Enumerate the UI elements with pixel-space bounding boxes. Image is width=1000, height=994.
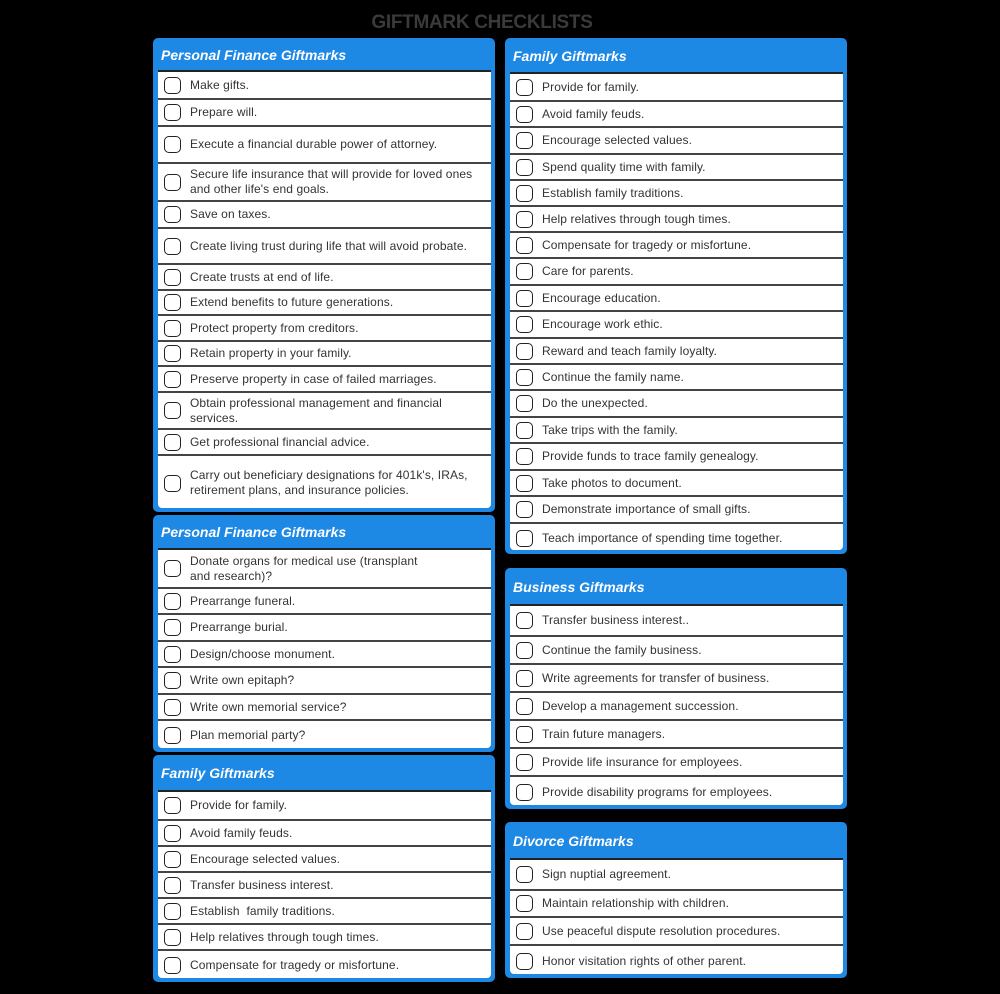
item-label: Execute a financial durable power of attorney. <box>190 137 438 151</box>
panel-heading: Personal Finance Giftmarks <box>161 46 347 63</box>
checklist <box>158 548 491 748</box>
checklist-item[interactable] <box>510 497 843 524</box>
checkbox[interactable] <box>516 106 533 123</box>
item-label: Protect property from creditors. <box>190 320 359 335</box>
checklist-item[interactable] <box>158 668 491 695</box>
checkbox[interactable] <box>516 263 533 280</box>
checklist-item[interactable] <box>510 891 843 918</box>
checklist-item[interactable] <box>510 918 843 946</box>
checklist-item[interactable] <box>510 391 843 418</box>
checkbox[interactable] <box>164 929 181 946</box>
item-label: Spend quality time with family. <box>542 159 706 174</box>
item-label: Provide life insurance for employees. <box>542 754 743 769</box>
checkbox[interactable] <box>164 294 181 311</box>
checkbox[interactable] <box>164 699 181 716</box>
item-label: Honor visitation rights of other parent. <box>542 953 747 968</box>
item-label: Get professional financial advice. <box>190 434 370 449</box>
checklist-item[interactable] <box>510 749 843 777</box>
checklist-item[interactable] <box>158 393 491 430</box>
checklist-item[interactable] <box>158 873 491 899</box>
checklist-item[interactable] <box>510 339 843 365</box>
checkbox[interactable] <box>516 726 533 743</box>
checklist-item[interactable] <box>158 456 491 510</box>
checklist-item[interactable] <box>510 777 843 807</box>
checklist-item[interactable] <box>510 665 843 693</box>
item-label: Prearrange burial. <box>190 620 288 634</box>
checkbox[interactable] <box>516 159 533 176</box>
item-label: Encourage education. <box>542 290 661 305</box>
checklist-item[interactable] <box>158 792 491 821</box>
checkbox[interactable] <box>164 727 181 744</box>
checklist-item[interactable] <box>158 550 491 589</box>
item-label: Extend benefits to future generations. <box>190 295 394 309</box>
item-label: Help relatives through tough times. <box>542 211 731 226</box>
item-label: Design/choose monument. <box>190 646 336 661</box>
checklist-item[interactable] <box>510 207 843 233</box>
item-label: Avoid family feuds. <box>542 106 645 121</box>
item-label: Provide for family. <box>190 798 288 812</box>
checklist-item[interactable] <box>158 202 491 229</box>
item-label: Take trips with the family. <box>542 422 678 437</box>
checklist-item[interactable] <box>158 821 491 847</box>
item-label: Maintain relationship with children. <box>542 896 730 910</box>
checklist-item[interactable] <box>510 259 843 286</box>
checkbox[interactable] <box>164 903 181 920</box>
panel-heading: Business Giftmarks <box>513 578 645 595</box>
checklist <box>510 858 843 974</box>
item-label: Develop a management succession. <box>542 698 739 713</box>
checkbox[interactable] <box>164 269 181 286</box>
item-label: Write own epitaph? <box>190 673 295 687</box>
checkbox[interactable] <box>516 422 533 439</box>
checkbox[interactable] <box>516 185 533 202</box>
checklist-item[interactable] <box>158 847 491 873</box>
checklist <box>510 72 843 550</box>
checklist-item[interactable] <box>510 233 843 259</box>
checklist-item[interactable] <box>158 72 491 100</box>
item-label: Train future managers. <box>542 726 666 741</box>
checklist-item[interactable] <box>158 615 491 642</box>
checklist-item[interactable] <box>510 365 843 391</box>
item-label: Encourage work ethic. <box>542 317 663 331</box>
checkbox[interactable] <box>516 866 533 883</box>
checklist-item[interactable] <box>158 316 491 342</box>
checkbox[interactable] <box>164 475 181 492</box>
checkbox[interactable] <box>164 77 181 94</box>
checklist-item[interactable] <box>510 606 843 637</box>
checkbox[interactable] <box>516 475 533 492</box>
checklist-item[interactable] <box>510 471 843 497</box>
checkbox[interactable] <box>164 672 181 689</box>
checkbox[interactable] <box>516 895 533 912</box>
panel-business <box>505 568 847 809</box>
checklist-item[interactable] <box>158 642 491 668</box>
checklist-item[interactable] <box>510 286 843 312</box>
item-label: Teach importance of spending time together. <box>542 530 783 545</box>
checkbox[interactable] <box>164 593 181 610</box>
checkbox[interactable] <box>164 136 181 153</box>
checkbox[interactable] <box>164 560 181 577</box>
checkbox[interactable] <box>516 530 533 547</box>
item-label: Establish family traditions. <box>190 903 335 918</box>
checkbox[interactable] <box>164 646 181 663</box>
checkbox[interactable] <box>164 206 181 223</box>
item-label: Secure life insurance that will provide for loved ones and other life's end goals. <box>190 167 476 196</box>
checkbox[interactable] <box>516 369 533 386</box>
checklist-item[interactable] <box>158 100 491 127</box>
item-label: Care for parents. <box>542 264 634 278</box>
checklist-item[interactable] <box>158 951 491 980</box>
page-title: GIFTMARK CHECKLISTS <box>371 12 593 33</box>
checklist-item[interactable] <box>510 524 843 552</box>
panel-heading: Family Giftmarks <box>513 47 627 64</box>
item-label: Plan memorial party? <box>190 728 306 742</box>
checklist-item[interactable] <box>158 899 491 925</box>
checkbox[interactable] <box>516 211 533 228</box>
item-label: Transfer business interest.. <box>542 613 690 627</box>
item-label: Carry out beneficiary designations for 401k's, IRAs, retirement plans, and insurance policies. <box>190 468 472 497</box>
checkbox[interactable] <box>516 612 533 629</box>
item-label: Avoid family feuds. <box>190 825 293 840</box>
checkbox[interactable] <box>164 174 181 191</box>
checkbox[interactable] <box>516 237 533 254</box>
checkbox[interactable] <box>516 79 533 96</box>
checklist-item[interactable] <box>158 721 491 750</box>
item-label: Compensate for tragedy or misfortune. <box>190 958 400 972</box>
checkbox[interactable] <box>164 877 181 894</box>
item-label: Provide funds to trace family genealogy. <box>542 449 759 463</box>
checklist-item[interactable] <box>158 589 491 615</box>
checklist-item[interactable] <box>158 291 491 316</box>
item-label: Obtain professional management and financial services. <box>190 395 446 425</box>
item-label: Take photos to document. <box>542 475 682 490</box>
item-label: Provide disability programs for employees. <box>542 784 773 799</box>
checklist-item[interactable] <box>510 444 843 471</box>
checkbox[interactable] <box>164 320 181 337</box>
checkbox[interactable] <box>164 104 181 121</box>
item-label: Sign nuptial agreement. <box>542 867 672 881</box>
panel-personal-finance-1 <box>153 38 495 512</box>
checkbox[interactable] <box>164 371 181 388</box>
item-label: Help relatives through tough times. <box>190 929 379 944</box>
item-label: Continue the family name. <box>542 369 684 384</box>
checkbox[interactable] <box>164 402 181 419</box>
checklist-item[interactable] <box>510 312 843 339</box>
checklist-item[interactable] <box>158 229 491 265</box>
checkbox[interactable] <box>516 343 533 360</box>
checklist-item[interactable] <box>510 860 843 891</box>
item-label: Make gifts. <box>190 77 250 92</box>
checkbox[interactable] <box>164 238 181 255</box>
item-label: Write own memorial service? <box>190 699 347 714</box>
checklist <box>158 70 491 508</box>
item-label: Transfer business interest. <box>190 877 334 892</box>
checklist-item[interactable] <box>158 367 491 393</box>
item-label: Provide for family. <box>542 79 640 94</box>
item-label: Create living trust during life that will avoid probate. <box>190 238 468 253</box>
item-label: Donate organs for medical use (transplant and research)? <box>190 553 421 583</box>
checkbox[interactable] <box>516 290 533 307</box>
checklist-item[interactable] <box>510 74 843 102</box>
checklist-item[interactable] <box>158 695 491 721</box>
checkbox[interactable] <box>516 923 533 940</box>
checklist-item[interactable] <box>158 265 491 291</box>
checkbox[interactable] <box>164 825 181 842</box>
checkbox[interactable] <box>516 670 533 687</box>
checklist-item[interactable] <box>510 155 843 181</box>
checkbox[interactable] <box>516 784 533 801</box>
checkbox[interactable] <box>164 434 181 451</box>
item-label: Compensate for tragedy or misfortune. <box>542 237 752 252</box>
checklist-item[interactable] <box>510 418 843 444</box>
checkbox[interactable] <box>516 395 533 412</box>
panel-heading: Divorce Giftmarks <box>513 832 634 849</box>
item-label: Preserve property in case of failed marriages. <box>190 371 437 386</box>
item-label: Create trusts at end of life. <box>190 269 334 284</box>
checklist-item[interactable] <box>158 342 491 367</box>
checkbox[interactable] <box>516 953 533 970</box>
checklist <box>510 604 843 805</box>
panel-heading: Family Giftmarks <box>161 765 275 781</box>
item-label: Encourage selected values. <box>542 133 693 147</box>
item-label: Save on taxes. <box>190 207 271 221</box>
panel-personal-finance-2 <box>153 515 495 752</box>
item-label: Do the unexpected. <box>542 396 648 410</box>
checklist-item[interactable] <box>158 164 491 202</box>
checklist-item[interactable] <box>510 693 843 721</box>
checklist-item[interactable] <box>510 721 843 749</box>
panel-family-2 <box>153 755 495 982</box>
checklist-item[interactable] <box>510 128 843 155</box>
checklist <box>158 790 491 978</box>
item-label: Prepare will. <box>190 105 258 119</box>
checkbox[interactable] <box>164 619 181 636</box>
checklist-item[interactable] <box>510 181 843 207</box>
checkbox[interactable] <box>516 316 533 333</box>
checkbox[interactable] <box>516 448 533 465</box>
checklist-item[interactable] <box>158 430 491 456</box>
checkbox[interactable] <box>516 754 533 771</box>
item-label: Establish family traditions. <box>542 185 684 200</box>
checklist-item[interactable] <box>510 637 843 665</box>
item-label: Continue the family business. <box>542 642 702 657</box>
panel-family-1 <box>505 38 847 554</box>
checkbox[interactable] <box>164 851 181 868</box>
item-label: Prearrange funeral. <box>190 593 296 608</box>
checkbox[interactable] <box>164 345 181 362</box>
checklist-item[interactable] <box>158 127 491 164</box>
checkbox[interactable] <box>516 642 533 659</box>
item-label: Reward and teach family loyalty. <box>542 343 718 358</box>
panel-heading: Personal Finance Giftmarks <box>161 524 347 540</box>
checklist-item[interactable] <box>510 946 843 976</box>
checkbox[interactable] <box>516 501 533 518</box>
item-label: Retain property in your family. <box>190 346 352 360</box>
checklist-item[interactable] <box>158 925 491 951</box>
panel-divorce <box>505 822 847 978</box>
checkbox[interactable] <box>516 132 533 149</box>
checkbox[interactable] <box>516 698 533 715</box>
item-label: Demonstrate importance of small gifts. <box>542 502 751 516</box>
item-label: Write agreements for transfer of business. <box>542 670 770 685</box>
checkbox[interactable] <box>164 797 181 814</box>
checkbox[interactable] <box>164 957 181 974</box>
item-label: Encourage selected values. <box>190 851 341 866</box>
item-label: Use peaceful dispute resolution procedures. <box>542 923 781 938</box>
checklist-item[interactable] <box>510 102 843 128</box>
